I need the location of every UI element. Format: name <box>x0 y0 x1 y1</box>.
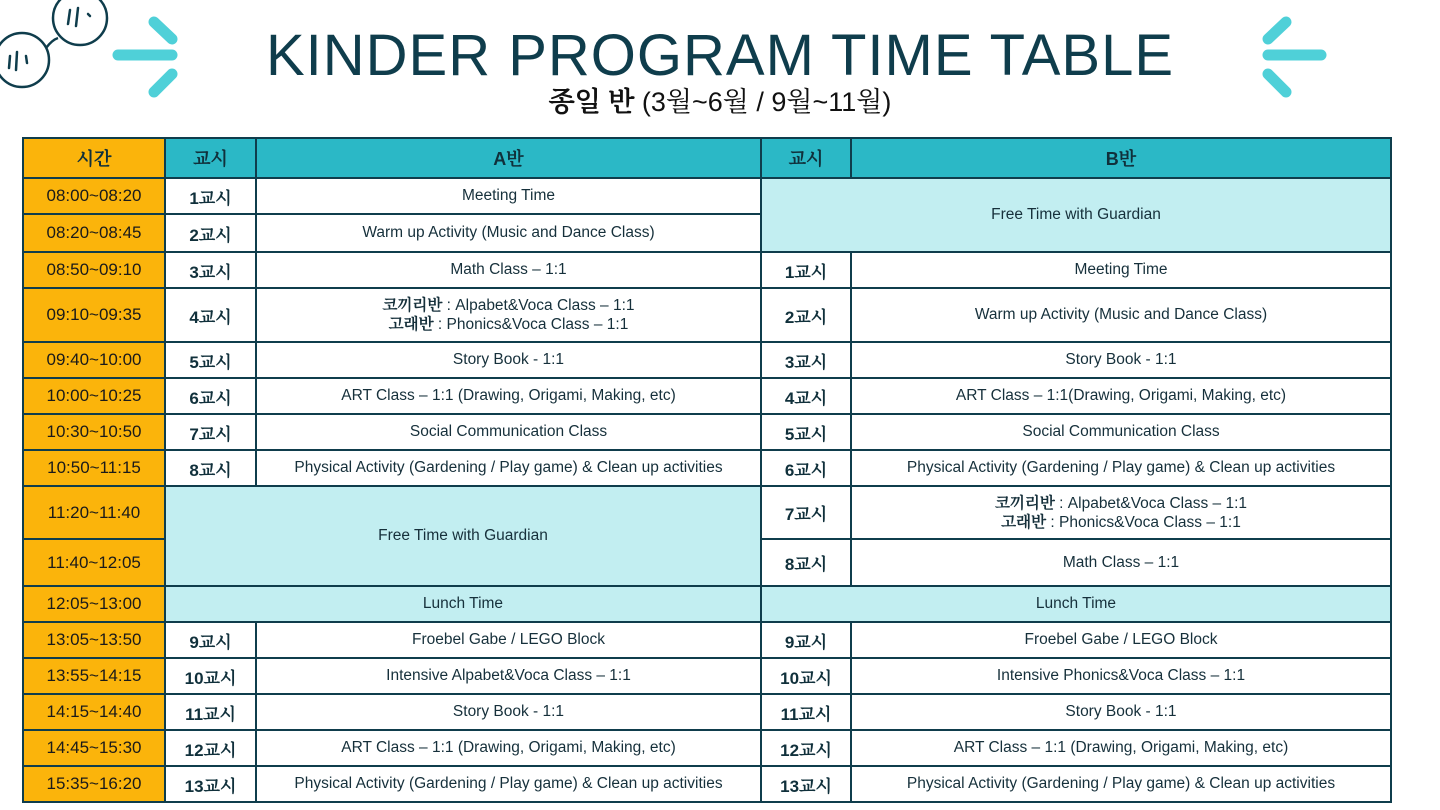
time-cell: 15:35~16:20 <box>23 766 165 802</box>
group-class: : Alpabet&Voca Class – 1:1 <box>1054 494 1248 512</box>
period-cell: 5교시 <box>165 342 256 378</box>
period-cell: 6교시 <box>761 450 851 486</box>
period-cell: 8교시 <box>761 539 851 586</box>
lunch-b: Lunch Time <box>761 586 1391 622</box>
activity-b-split <box>851 486 1391 539</box>
lunch-a: Lunch Time <box>165 586 761 622</box>
period-cell: 7교시 <box>761 486 851 539</box>
split-line-1 <box>852 494 1390 513</box>
group-name: 고래반 <box>388 316 434 333</box>
activity-b: ART Class – 1:1 (Drawing, Origami, Making, etc) <box>851 730 1391 766</box>
activity-a-split <box>256 288 761 342</box>
activity-b: Warm up Activity (Music and Dance Class) <box>851 288 1391 342</box>
activity-a: Warm up Activity (Music and Dance Class) <box>256 214 761 252</box>
split-line-2 <box>852 513 1390 532</box>
activity-b: Story Book - 1:1 <box>851 342 1391 378</box>
time-cell: 09:40~10:00 <box>23 342 165 378</box>
header-class-b: B반 <box>851 138 1391 178</box>
activity-a: Physical Activity (Gardening / Play game) & Clean up activities <box>256 450 761 486</box>
activity-a: Froebel Gabe / LEGO Block <box>256 622 761 658</box>
period-cell: 4교시 <box>165 288 256 342</box>
activity-b: Froebel Gabe / LEGO Block <box>851 622 1391 658</box>
split-line-1 <box>257 296 760 315</box>
activity-b: Story Book - 1:1 <box>851 694 1391 730</box>
period-cell: 9교시 <box>165 622 256 658</box>
time-cell: 14:45~15:30 <box>23 730 165 766</box>
period-cell: 2교시 <box>165 214 256 252</box>
period-cell: 2교시 <box>761 288 851 342</box>
time-cell: 11:20~11:40 <box>23 486 165 539</box>
time-cell: 12:05~13:00 <box>23 586 165 622</box>
activity-a: Intensive Alpabet&Voca Class – 1:1 <box>256 658 761 694</box>
activity-b: Math Class – 1:1 <box>851 539 1391 586</box>
group-name: 코끼리반 <box>994 494 1055 512</box>
period-cell: 6교시 <box>165 378 256 414</box>
time-cell: 10:50~11:15 <box>23 450 165 486</box>
subtitle-bold: 종일 반 <box>548 87 635 117</box>
period-cell: 13교시 <box>761 766 851 802</box>
activity-a: ART Class – 1:1 (Drawing, Origami, Making, etc) <box>256 378 761 414</box>
activity-a-free: Free Time with Guardian <box>165 486 761 586</box>
period-cell: 12교시 <box>165 730 256 766</box>
period-cell: 9교시 <box>761 622 851 658</box>
period-cell: 10교시 <box>761 658 851 694</box>
activity-b: Social Communication Class <box>851 414 1391 450</box>
time-cell: 08:00~08:20 <box>23 178 165 214</box>
time-cell: 08:50~09:10 <box>23 252 165 288</box>
group-class: : Alpabet&Voca Class – 1:1 <box>442 297 635 314</box>
period-cell: 13교시 <box>165 766 256 802</box>
timetable <box>22 137 1392 803</box>
time-cell: 10:00~10:25 <box>23 378 165 414</box>
period-cell: 11교시 <box>761 694 851 730</box>
activity-a: Math Class – 1:1 <box>256 252 761 288</box>
group-name: 고래반 <box>1001 513 1047 531</box>
time-cell: 13:05~13:50 <box>23 622 165 658</box>
activity-a: Meeting Time <box>256 178 761 214</box>
time-cell: 09:10~09:35 <box>23 288 165 342</box>
split-line-2 <box>257 315 760 334</box>
period-cell: 11교시 <box>165 694 256 730</box>
activity-a: Story Book - 1:1 <box>256 342 761 378</box>
activity-b-free: Free Time with Guardian <box>761 178 1391 252</box>
activity-a: Social Communication Class <box>256 414 761 450</box>
group-class: : Phonics&Voca Class – 1:1 <box>1046 513 1241 531</box>
page-subtitle <box>0 86 1440 118</box>
time-cell: 11:40~12:05 <box>23 539 165 586</box>
activity-a: Story Book - 1:1 <box>256 694 761 730</box>
period-cell: 12교시 <box>761 730 851 766</box>
group-name: 코끼리반 <box>382 297 443 314</box>
group-class: : Phonics&Voca Class – 1:1 <box>433 316 629 333</box>
activity-b: Intensive Phonics&Voca Class – 1:1 <box>851 658 1391 694</box>
period-cell: 3교시 <box>165 252 256 288</box>
header-time: 시간 <box>23 138 165 178</box>
period-cell: 7교시 <box>165 414 256 450</box>
header-period-b: 교시 <box>761 138 851 178</box>
activity-b: ART Class – 1:1(Drawing, Origami, Making, etc) <box>851 378 1391 414</box>
period-cell: 8교시 <box>165 450 256 486</box>
period-cell: 10교시 <box>165 658 256 694</box>
activity-b: Meeting Time <box>851 252 1391 288</box>
subtitle-period: (3월~6월 / 9월~11월) <box>641 87 892 117</box>
activity-b: Physical Activity (Gardening / Play game) & Clean up activities <box>851 766 1391 802</box>
time-cell: 08:20~08:45 <box>23 214 165 252</box>
time-cell: 10:30~10:50 <box>23 414 165 450</box>
period-cell: 3교시 <box>761 342 851 378</box>
period-cell: 1교시 <box>761 252 851 288</box>
page-title: KINDER PROGRAM TIME TABLE <box>265 23 1175 88</box>
header-class-a: A반 <box>256 138 761 178</box>
time-cell: 14:15~14:40 <box>23 694 165 730</box>
period-cell: 4교시 <box>761 378 851 414</box>
activity-a: ART Class – 1:1 (Drawing, Origami, Making, etc) <box>256 730 761 766</box>
activity-a: Physical Activity (Gardening / Play game) & Clean up activities <box>256 766 761 802</box>
period-cell: 5교시 <box>761 414 851 450</box>
period-cell: 1교시 <box>165 178 256 214</box>
activity-b: Physical Activity (Gardening / Play game) & Clean up activities <box>851 450 1391 486</box>
time-cell: 13:55~14:15 <box>23 658 165 694</box>
header-period-a: 교시 <box>165 138 256 178</box>
